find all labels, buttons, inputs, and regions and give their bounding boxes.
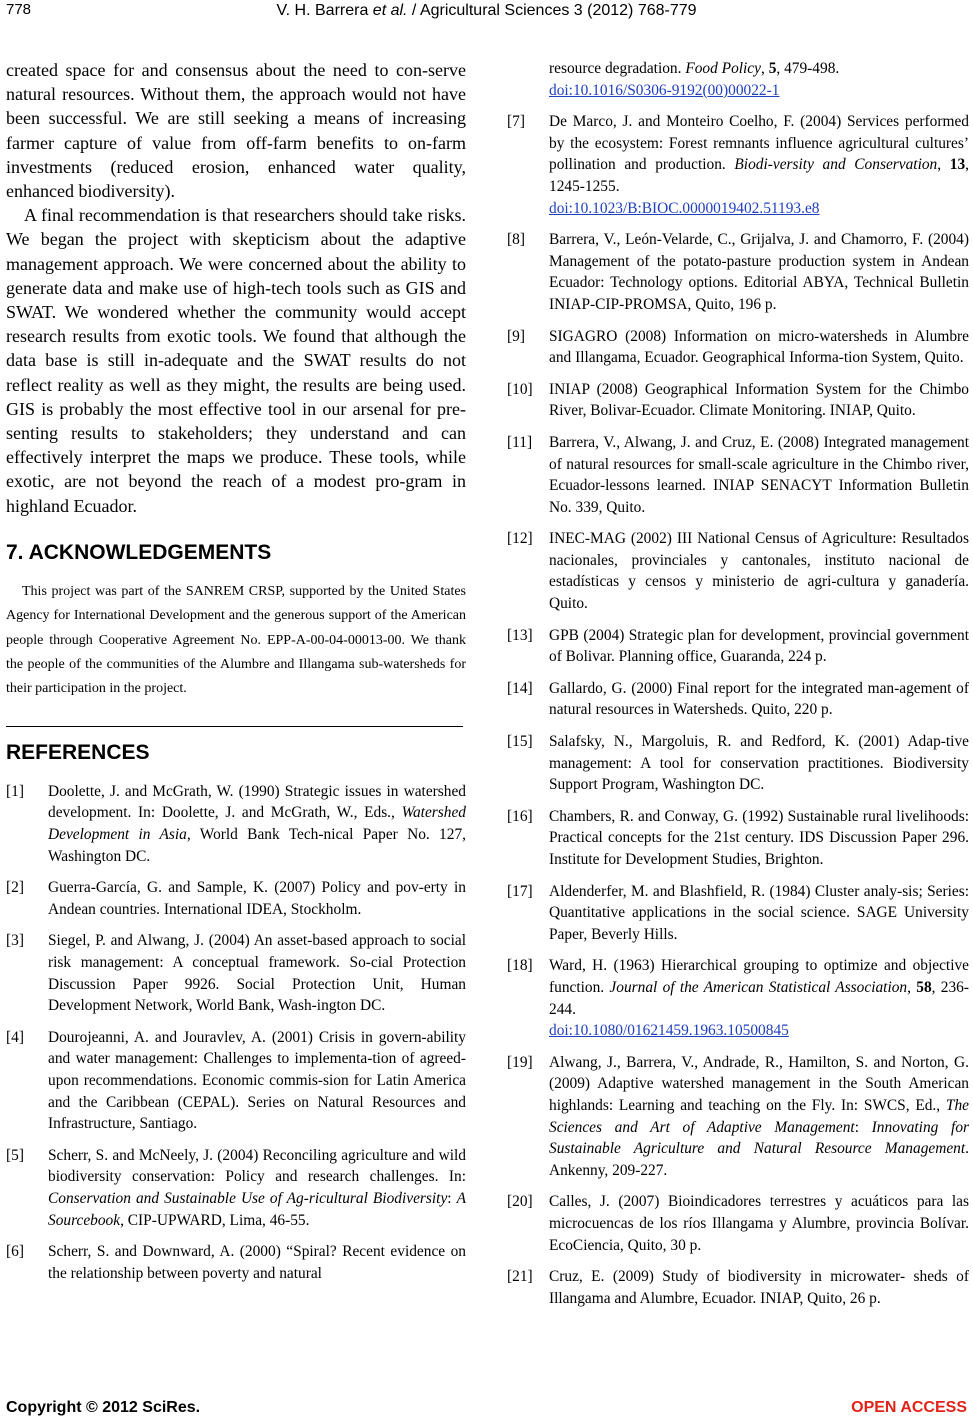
reference-item [507, 955, 969, 1041]
left-column [6, 58, 466, 1294]
reference-item [507, 528, 969, 614]
reference-text: Salafsky, N., Margoluis, R. and Redford, K. (2001) Adap-tive management: A tool for conservation practitiones. Biodiversity Support Program, Washington DC. [549, 733, 969, 794]
reference-text: Alwang, J., Barrera, V., Andrade, R., Hamilton, S. and Norton, G. (2009) Adaptive watershed management in the South American highlands: Learning and teaching on the Fly. In: SWCS, Ed., The Sciences and Art of Adaptive Management: Innovating for Sustainable Agriculture and Natural Resource Management. Ankenny, 209-227. [549, 1053, 970, 1179]
reference-text: Barrera, V., León-Velarde, C., Grijalva, J. and Chamorro, F. (2004) Management of the potato-pasture production system in Andean Ecuador: Technology options. Editorial ABYA, Technical Bulletin INIAP-CIP-PROMSA, Quito, 196 p. [549, 231, 969, 313]
reference-text: Scherr, S. and McNeely, J. (2004) Reconciling agriculture and wild biodiversity conservation: Policy and research challenges. In: Conservation and Sustainable Use of Ag-ricultural Biodiversity: A Sourcebook, CIP-UPWARD, Lima, 46-55. [48, 1146, 466, 1229]
reference-text: SIGAGRO (2008) Information on micro-watersheds in Alumbre and Illangama, Ecuador. Geographical Informa-tion System, Quito. [549, 327, 969, 367]
reference-text: Cruz, E. (2009) Study of biodiversity in microwater- sheds of Illangama and Alumbre, Ecuador. INIAP, Quito, 26 p. [549, 1268, 969, 1307]
reference-item [507, 379, 969, 422]
doi-link[interactable]: doi:10.1016/S0306-9192(00)00022-1 [549, 81, 780, 99]
copyright-notice: Copyright © 2012 SciRes. [6, 1399, 201, 1416]
reference-item [6, 781, 466, 867]
reference-text: Doolette, J. and McGrath, W. (1990) Strategic issues in watershed development. In: Doolette, J. and McGrath, W., Eds., Watershed Development in Asia, World Bank Tech-nical Paper No. 127, Washington DC. [48, 782, 466, 865]
reference-number: [3] [6, 932, 24, 950]
section-divider [6, 726, 463, 727]
reference-text: De Marco, J. and Monteiro Coelho, F. (2004) Services performed by the ecosystem: Forest remnants influence agricultural cultures’ pollination and production. Biodi-versity and Conservation, 13, 1245-1255. doi:10.1023/B:BIOC.0000019402.51193.e8 [549, 113, 969, 217]
reference-item [507, 881, 969, 946]
reference-text: Calles, J. (2007) Bioindicadores terrestres y acuáticos para las microcuencas de los ríos Illangama y Alumbre, provincia Bolívar. EcoCiencia, Quito, 30 p. [549, 1193, 969, 1254]
reference-number: [17] [507, 882, 533, 900]
reference-item [507, 326, 969, 369]
references-heading: REFERENCES [6, 740, 150, 764]
reference-number: [14] [507, 679, 533, 697]
reference-number: [13] [507, 626, 533, 644]
reference-item [507, 625, 969, 668]
reference-continuation-text: resource degradation. Food Policy, 5, 479-498. [549, 60, 840, 77]
reference-text: Gallardo, G. (2000) Final report for the integrated man-agement of natural resources in Watersheds. Quito, 220 p. [549, 679, 969, 719]
acknowledgements-text: This project was part of the SANREM CRSP, supported by the United States Agency for International Development and the generous support of the American people through Cooperative Agreement No. EPP-A-00-04-00013-00. We thank the people of the communities of the Alumbre and Illangama sub-watersheds for their participation in the project. [6, 583, 466, 697]
right-column [507, 58, 969, 1319]
reference-number: [2] [6, 879, 24, 897]
reference-text: Barrera, V., Alwang, J. and Cruz, E. (2008) Integrated management of natural resources for small-scale agriculture in the Chimbo river, Ecuador-lessons learned. INIAP SENACYT Information Bulletin No. 339, Quito. [549, 433, 969, 516]
reference-number: [15] [507, 733, 533, 751]
reference-number: [9] [507, 327, 525, 345]
reference-text: Aldenderfer, M. and Blashfield, R. (1984) Cluster analy-sis; Series: Quantitative applications in the social science. SAGE University Paper, Beverly Hills. [549, 882, 969, 943]
reference-text: GPB (2004) Strategic plan for development, provincial government of Bolivar. Planning office, Guaranda, 224 p. [549, 626, 969, 666]
reference-text: Scherr, S. and Downward, A. (2000) “Spiral? Recent evidence on the relationship between poverty and natural [48, 1243, 466, 1282]
reference-number: [10] [507, 380, 533, 398]
reference-item [507, 678, 969, 721]
reference-item [6, 1145, 466, 1231]
reference-number: [18] [507, 957, 533, 975]
reference-number: [8] [507, 231, 525, 249]
reference-number: [6] [6, 1243, 24, 1261]
reference-item [6, 877, 466, 920]
reference-list-right [507, 111, 969, 1309]
reference-item [507, 1266, 969, 1309]
reference-text: INEC-MAG (2002) III National Census of Agriculture: Resultados nacionales, provinciales y cantonales, instituto nacional de estadísticas y censos y ministerio de agri-cultura y ganadería. Quito. [549, 530, 969, 613]
reference-item [507, 1191, 969, 1256]
doi-link[interactable]: doi:10.1023/B:BIOC.0000019402.51193.e8 [549, 199, 820, 217]
reference-item [507, 432, 969, 518]
reference-item [6, 930, 466, 1016]
reference-number: [4] [6, 1028, 24, 1046]
running-title: V. H. Barrera et al. / Agricultural Sciences 3 (2012) 768-779 [276, 2, 697, 19]
reference-item [507, 229, 969, 315]
reference-number: [7] [507, 113, 525, 131]
reference-text: Siegel, P. and Alwang, J. (2004) An asset-based approach to social risk management: A conceptual framework. So-cial Protection Discussion Paper 9926. Social Protection Unit, Human Development Network, World Bank, Wash-ington DC. [48, 932, 466, 1015]
reference-text: Guerra-García, G. and Sample, K. (2007) Policy and pov-erty in Andean countries. International IDEA, Stockholm. [48, 879, 466, 918]
reference-number: [20] [507, 1193, 533, 1211]
reference-item [507, 731, 969, 796]
body-paragraph-2: A final recommendation is that researchers should take risks. We began the project with skepticism about the adaptive management approach. We were concerned about the ability to generate data and make use of high-tech tools such as GIS and SWAT. We wondered whether the community would accept research results from exotic tools. We found that although the data base is still in-adequate and the SWAT results do not reflect reality as well as they might, the results are being used. GIS is probably the most effective tool in our arsenal for pre-senting results to stakeholders; they understand and can effectively interpret the maps we produce. These tools, while exotic, are not beyond the reach of a modest pro-gram in highland Ecuador. [6, 205, 466, 516]
reference-text: INIAP (2008) Geographical Information System for the Chimbo River, Bolivar-Ecuador. Climate Monitoring. INIAP, Quito. [549, 380, 969, 420]
reference-text: Chambers, R. and Conway, G. (1992) Sustainable rural livelihoods: Practical concepts for the 21st century. IDS Discussion Paper 296. Institute for Development Studies, Brighton. [549, 807, 969, 868]
reference-text: Ward, H. (1963) Hierarchical grouping to optimize and objective function. Journal of the American Statistical Association, 58, 236-244. doi:10.1080/01621459.1963.10500845 [549, 957, 969, 1040]
reference-item [6, 1241, 466, 1284]
reference-continuation [507, 58, 969, 101]
reference-number: [11] [507, 433, 533, 451]
reference-number: [1] [6, 782, 24, 800]
reference-number: [19] [507, 1053, 533, 1071]
reference-text: Dourojeanni, A. and Jouravlev, A. (2001) Crisis in govern-ability and water management: Challenges to implementa-tion of agreed-upon recommendations. Economic commis-sion for Latin America and the Caribbean (CEPAL). Series on Natural Resources and Infrastructure, Santiago. [48, 1028, 466, 1133]
reference-item [6, 1027, 466, 1135]
reference-list-left [6, 781, 466, 1284]
reference-number: [12] [507, 530, 533, 548]
open-access-label: OPEN ACCESS [851, 1399, 967, 1416]
page-number: 778 [6, 1, 32, 18]
reference-number: [16] [507, 807, 533, 825]
doi-link[interactable]: doi:10.1080/01621459.1963.10500845 [549, 1022, 789, 1040]
reference-item [507, 806, 969, 871]
reference-item [507, 111, 969, 219]
reference-item [507, 1052, 969, 1182]
reference-number: [5] [6, 1146, 24, 1164]
acknowledgements-heading: 7. ACKNOWLEDGEMENTS [6, 540, 272, 564]
body-paragraph-1: created space for and consensus about the need to con-serve natural resources. Without them, the approach would not have been successful. We are still seeking a means of increasing farmer capture of value from off-farm benefits to on-farm investments (reduced erosion, enhanced water quality, enhanced biodiversity). [6, 60, 466, 202]
reference-number: [21] [507, 1268, 533, 1286]
